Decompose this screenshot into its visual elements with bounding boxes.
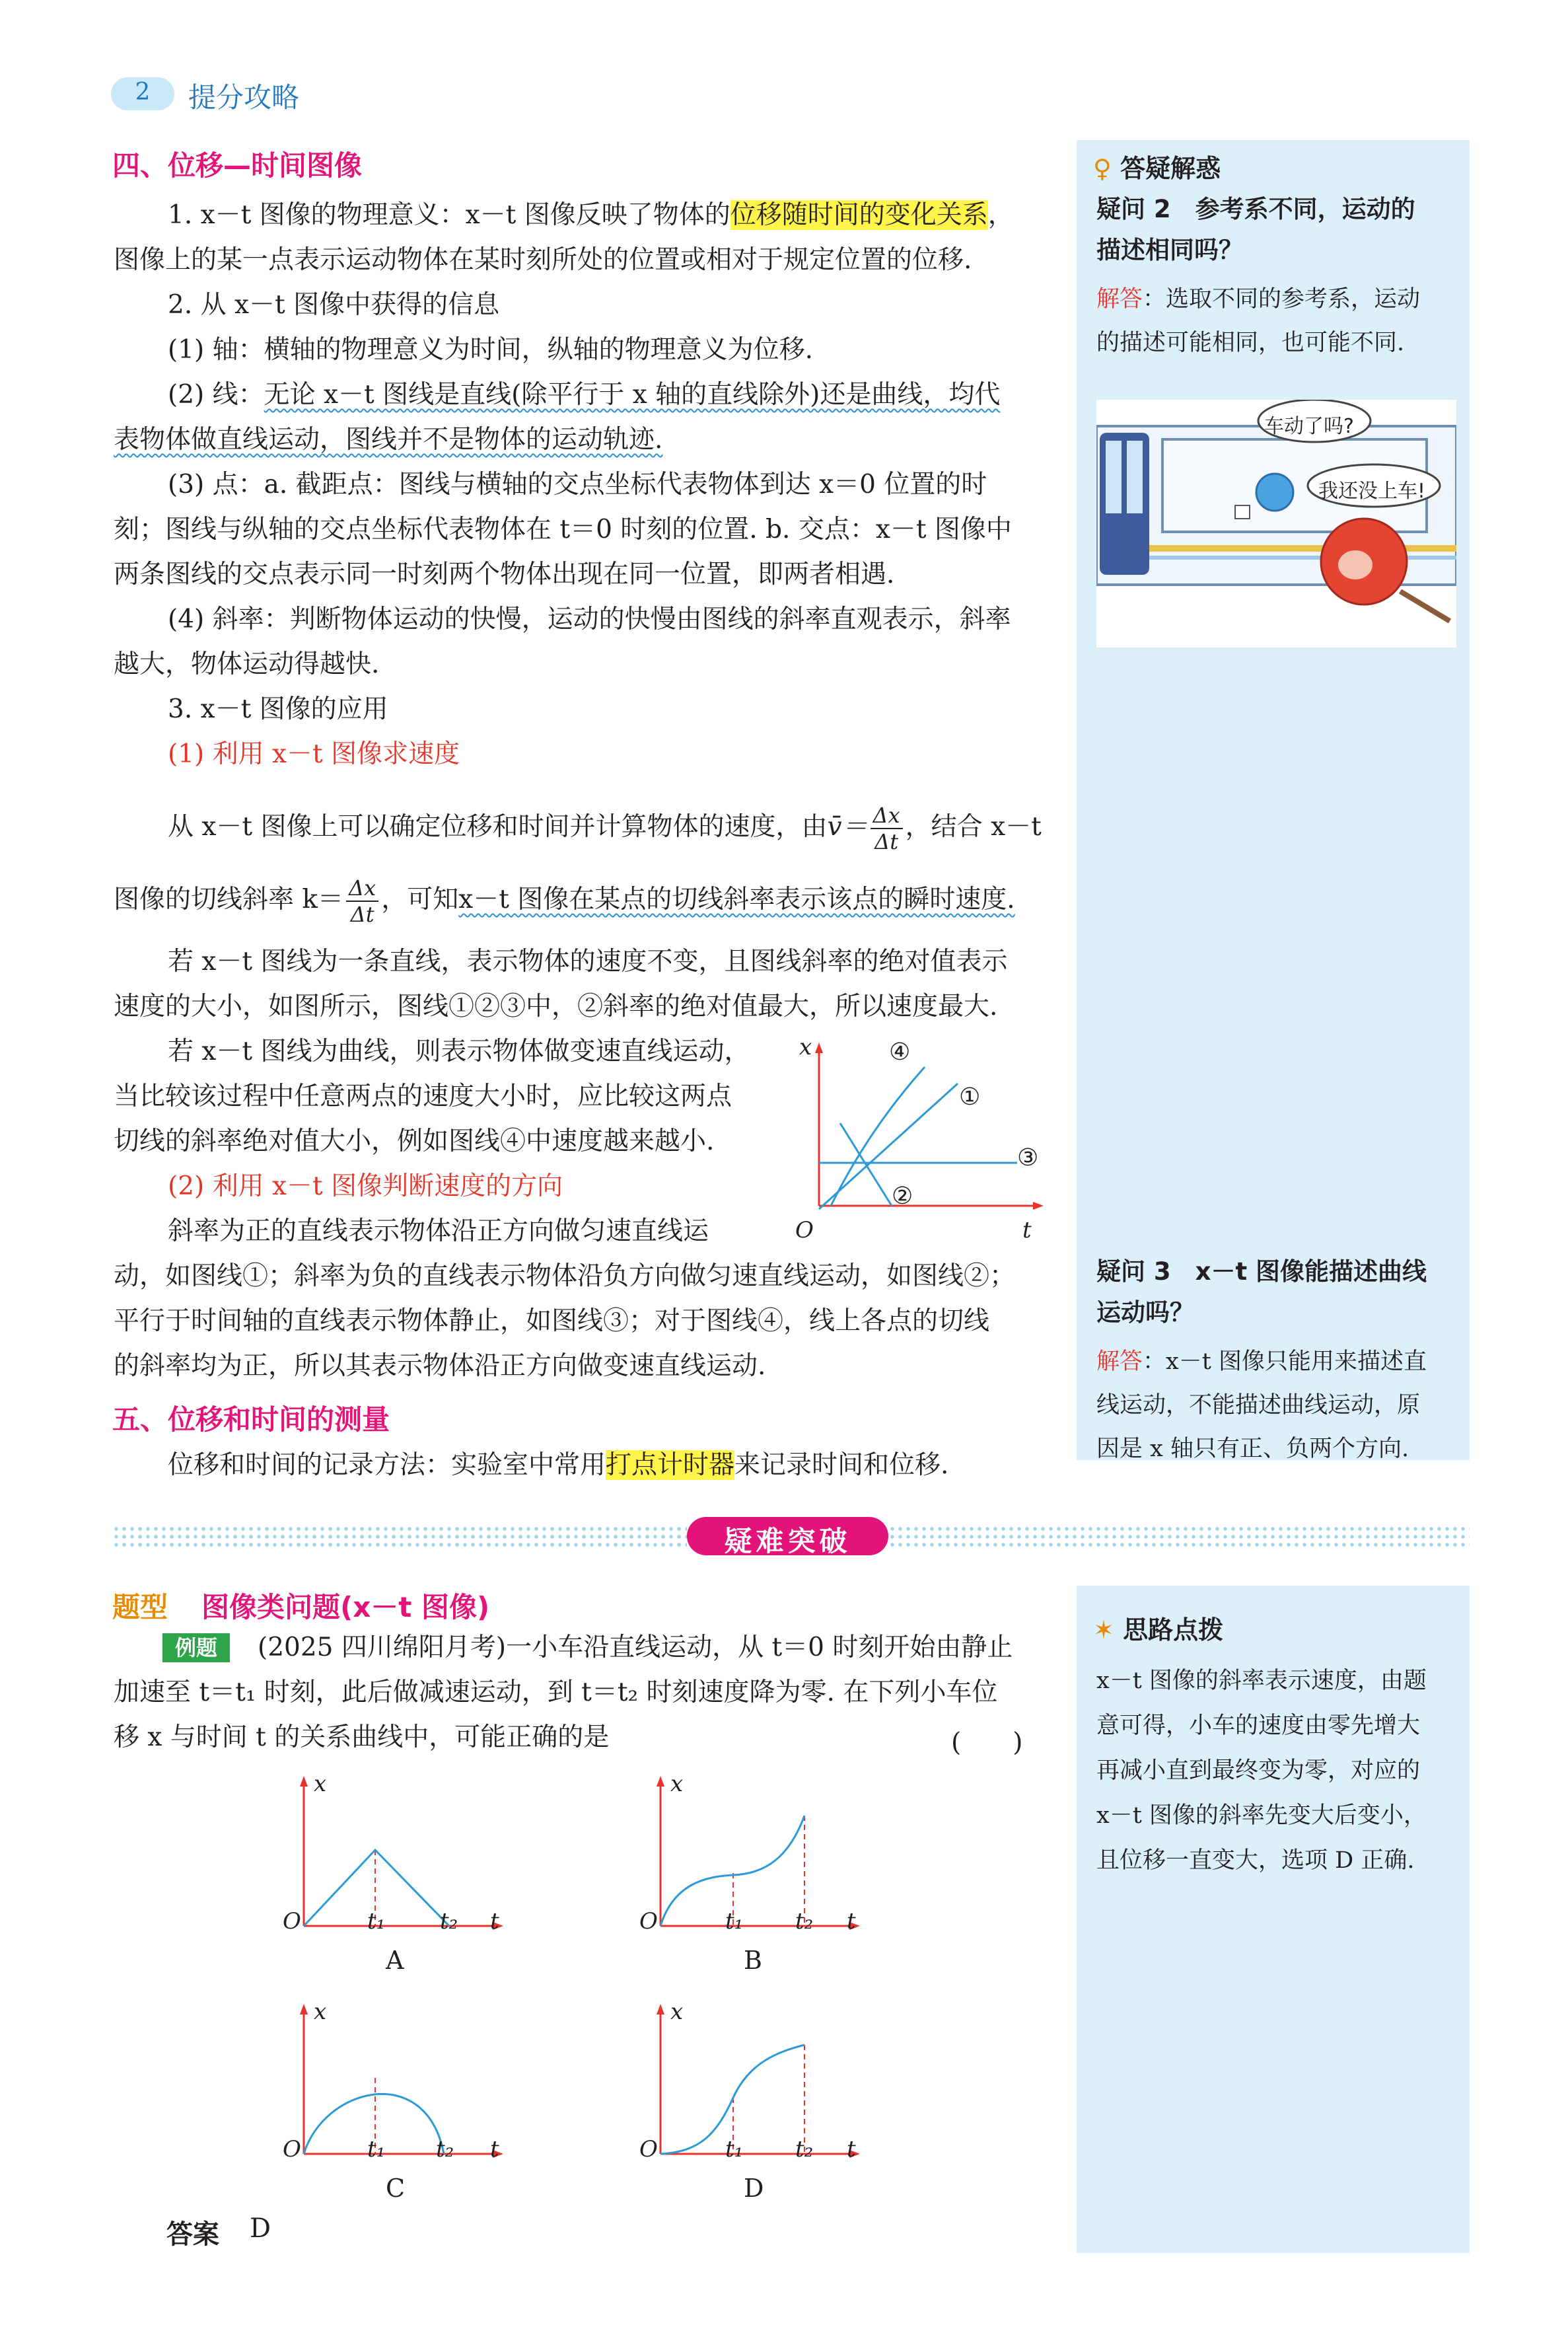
graph-a-t2: t₂ bbox=[440, 1908, 458, 1935]
xt-figure-lines bbox=[793, 1031, 1050, 1252]
page-number: 2 bbox=[135, 79, 151, 106]
para-13: (2) 利用 x－t 图像判断速度的方向 bbox=[168, 1171, 563, 1201]
speech-bubble-2: 我还没上车! bbox=[1318, 480, 1426, 503]
section5-heading: 五、位移和时间的测量 bbox=[112, 1403, 390, 1436]
door-window-left bbox=[1106, 441, 1122, 513]
para-6a: (4) 斜率：判断物体运动的快慢，运动的快慢由图线的斜率直观表示，斜率 bbox=[168, 605, 1011, 634]
fig1-label-2: ② bbox=[892, 1183, 913, 1210]
text: 来记录时间和位移. bbox=[734, 1450, 949, 1480]
sidebar-qa-title-text: 答疑解惑 bbox=[1120, 154, 1221, 183]
para-14d: 的斜率均为正，所以其表示物体沿正方向做变速直线运动. bbox=[114, 1351, 766, 1381]
lightbulb-icon: ✶ bbox=[1093, 1615, 1114, 1644]
fraction bbox=[346, 875, 378, 927]
q3-line1: 疑问 3 x－t 图像能描述曲线 bbox=[1096, 1257, 1427, 1286]
para-7: 3. x－t 图像的应用 bbox=[168, 694, 388, 724]
highlight-text: 打点计时器 bbox=[606, 1450, 735, 1480]
wavy-text: 无论 x－t 图线是直线(除平行于 x 轴的直线除外)还是曲线，均代 bbox=[264, 380, 1001, 410]
y-axis-arrow bbox=[815, 1043, 823, 1053]
hint-text bbox=[1096, 1658, 1466, 1883]
graph-a-caption: A bbox=[386, 1946, 404, 1975]
train-stripe-2 bbox=[1149, 556, 1456, 560]
text: ， bbox=[987, 200, 1014, 230]
text: (2) 线： bbox=[168, 380, 264, 410]
para-10 bbox=[114, 875, 1038, 927]
fig1-x-label: x bbox=[799, 1034, 812, 1060]
graph-c bbox=[291, 1999, 515, 2177]
text: 从 x－t 图像上可以确定位移和时间并计算物体的速度，由 bbox=[168, 812, 828, 842]
line-2 bbox=[840, 1123, 892, 1206]
graph-c-t2: t₂ bbox=[436, 2136, 454, 2162]
answer-3-label: 解答 bbox=[1096, 1348, 1143, 1375]
banner-title: 疑难突破 bbox=[724, 1525, 851, 1557]
y-axis-arrow bbox=[657, 1776, 664, 1787]
graph-d-o: O bbox=[639, 2136, 658, 2162]
graph-d-caption: D bbox=[744, 2174, 764, 2203]
graph-b-t1: t₁ bbox=[725, 1908, 744, 1935]
red-character-face bbox=[1338, 550, 1372, 579]
y-axis-arrow bbox=[300, 1776, 308, 1787]
text: ，结合 x－t bbox=[905, 812, 1042, 842]
graph-b-t: t bbox=[847, 1908, 856, 1935]
graph-d bbox=[647, 1999, 872, 2177]
x-axis-arrow bbox=[1033, 1202, 1044, 1210]
graph-c-caption: C bbox=[386, 2174, 406, 2203]
lightbulb-icon: ♀ bbox=[1093, 154, 1112, 183]
fraction-num: Δx bbox=[871, 803, 903, 829]
section4-heading: 四、位移—时间图像 bbox=[112, 149, 363, 182]
para-1a bbox=[114, 200, 1038, 231]
para-14c: 平行于时间轴的直线表示物体静止，如图线③；对于图线④，线上各点的切线 bbox=[114, 1306, 990, 1336]
sidebar-hint-title bbox=[1093, 1609, 1223, 1646]
example-line-2: 加速至 t＝t₁ 时刻，此后做减速运动，到 t＝t₂ 时刻速度降为零. 在下列小车位 bbox=[114, 1678, 998, 1707]
fraction-den: Δt bbox=[350, 902, 374, 927]
hint-line-5: 且位移一直变大，选项 D 正确. bbox=[1096, 1847, 1415, 1874]
para-4b bbox=[114, 424, 1038, 456]
graph-d-x: x bbox=[670, 1999, 684, 2025]
graph-c-t1: t₁ bbox=[367, 2136, 386, 2162]
text: 位移和时间的记录方法：实验室中常用 bbox=[168, 1450, 606, 1480]
line-1 bbox=[819, 1084, 958, 1209]
graph-d-t1: t₁ bbox=[725, 2136, 744, 2162]
graph-a-o: O bbox=[283, 1908, 301, 1935]
para-12c: 切线的斜率绝对值大小，例如图线④中速度越来越小. bbox=[114, 1126, 715, 1156]
wavy-text: 表物体做直线运动，图线并不是物体的运动轨迹. bbox=[114, 425, 663, 455]
answer-label: 答案 bbox=[166, 2219, 219, 2250]
para-9 bbox=[114, 803, 1042, 854]
blue-character bbox=[1256, 474, 1293, 511]
para-11a: 若 x－t 图线为一条直线，表示物体的速度不变，且图线斜率的绝对值表示 bbox=[168, 947, 1008, 977]
text: v̄＝ bbox=[827, 812, 868, 842]
para-6b: 越大，物体运动得越快. bbox=[114, 649, 380, 679]
para-2: 2. 从 x－t 图像中获得的信息 bbox=[168, 290, 500, 320]
para-12a: 若 x－t 图线为曲线，则表示物体做变速直线运动， bbox=[168, 1037, 750, 1066]
graph-b-o: O bbox=[639, 1908, 658, 1935]
q2-line2: 描述相同吗？ bbox=[1096, 236, 1243, 264]
graph-a-x: x bbox=[314, 1771, 327, 1797]
fraction-num: Δx bbox=[346, 875, 378, 902]
fig1-origin: O bbox=[795, 1217, 814, 1243]
answer-2-line1: ：选取不同的参考系，运动 bbox=[1143, 286, 1421, 313]
speech-bubble-1: 车动了吗? bbox=[1264, 415, 1354, 438]
para-4a bbox=[114, 379, 1038, 411]
answer-2-label: 解答 bbox=[1096, 286, 1143, 313]
para-3: (1) 轴：横轴的物理意义为时间，纵轴的物理意义为位移. bbox=[168, 335, 814, 365]
cup bbox=[1235, 505, 1250, 519]
graph-c-x: x bbox=[314, 1999, 327, 2025]
y-axis-arrow bbox=[657, 2004, 664, 2014]
answer-value: D bbox=[250, 2213, 271, 2244]
answer-paren: ( ) bbox=[951, 1728, 1023, 1757]
graph-d-t2: t₂ bbox=[795, 2136, 814, 2162]
answer-2-line2: 的描述可能相同，也可能不同. bbox=[1096, 330, 1405, 356]
text: 图像的切线斜率 k＝ bbox=[114, 885, 344, 914]
y-axis-arrow bbox=[300, 2004, 308, 2014]
sidebar-hint-title-text: 思路点拨 bbox=[1123, 1615, 1224, 1644]
graph-d-t: t bbox=[847, 2136, 856, 2162]
graph-a-t1: t₁ bbox=[367, 1908, 386, 1935]
hint-line-2: 意可得，小车的速度由零先增大 bbox=[1096, 1713, 1421, 1739]
sidebar-qa-title bbox=[1093, 148, 1221, 184]
banner-dots-left bbox=[112, 1525, 687, 1547]
graph-b-x: x bbox=[670, 1771, 684, 1797]
answer-3-line1: ：x－t 图像只能用来描述直 bbox=[1143, 1348, 1427, 1375]
para-12b: 当比较该过程中任意两点的速度大小时，应比较这两点 bbox=[114, 1082, 732, 1111]
para-11b: 速度的大小，如图所示，图线①②③中，②斜率的绝对值最大，所以速度最大. bbox=[114, 992, 998, 1021]
example-line-1: (2025 四川绵阳月考)一小车沿直线运动，从 t＝0 时刻开始由静止 bbox=[258, 1633, 1013, 1662]
answer-3-line2: 线运动，不能描述曲线运动，原 bbox=[1096, 1392, 1421, 1419]
example-badge: 例题 bbox=[162, 1633, 230, 1662]
section5-para bbox=[114, 1450, 1038, 1481]
para-5c: 两条图线的交点表示同一时刻两个物体出现在同一位置，即两者相遇. bbox=[114, 560, 895, 589]
graph-b-t2: t₂ bbox=[795, 1908, 814, 1935]
door-window-right bbox=[1127, 441, 1143, 513]
answer-3 bbox=[1096, 1340, 1466, 1471]
wavy-text: x－t 图像在某点的切线斜率表示该点的瞬时速度. bbox=[458, 885, 1015, 914]
para-5a: (3) 点：a. 截距点：图线与横轴的交点坐标代表物体到达 x＝0 位置的时 bbox=[168, 470, 987, 499]
graph-b-caption: B bbox=[744, 1946, 762, 1975]
q2-line1: 疑问 2 参考系不同，运动的 bbox=[1096, 195, 1415, 223]
graph-c-o: O bbox=[283, 2136, 301, 2162]
hint-line-4: x－t 图像的斜率先变大后变小， bbox=[1096, 1802, 1427, 1829]
fig1-label-1: ① bbox=[959, 1084, 981, 1111]
question-2 bbox=[1096, 189, 1466, 271]
header-title: 提分攻略 bbox=[188, 81, 300, 114]
graph-c-t: t bbox=[490, 2136, 499, 2162]
banner-dots-right bbox=[888, 1525, 1470, 1547]
highlight-text: 位移随时间的变化关系 bbox=[730, 200, 988, 230]
para-14a: 斜率为正的直线表示物体沿正方向做匀速直线运 bbox=[168, 1216, 709, 1246]
fig1-label-4: ④ bbox=[889, 1039, 911, 1066]
q3-line2: 运动吗？ bbox=[1096, 1298, 1194, 1327]
para-14b: 动，如图线①；斜率为负的直线表示物体沿负方向做匀速直线运动，如图线②； bbox=[114, 1261, 1016, 1291]
answer-3-line3: 因是 x 轴只有正、负两个方向. bbox=[1096, 1436, 1409, 1462]
topic-label: 题型 bbox=[112, 1591, 168, 1623]
hint-line-3: 再减小直到最终变为零，对应的 bbox=[1096, 1757, 1421, 1784]
train-stripe bbox=[1149, 545, 1456, 552]
text: ，可知 bbox=[381, 885, 459, 914]
fraction bbox=[871, 803, 903, 854]
para-1b: 图像上的某一点表示运动物体在某时刻所处的位置或相对于规定位置的位移. bbox=[114, 245, 972, 275]
fig1-label-3: ③ bbox=[1017, 1144, 1039, 1171]
answer-2 bbox=[1096, 277, 1466, 365]
graph-a-t: t bbox=[490, 1908, 499, 1935]
text: 1. x－t 图像的物理意义：x－t 图像反映了物体的 bbox=[168, 200, 731, 230]
graph-a bbox=[291, 1771, 515, 1949]
question-3 bbox=[1096, 1251, 1466, 1333]
fig1-t-label: t bbox=[1022, 1217, 1032, 1243]
example-line-3: 移 x 与时间 t 的关系曲线中，可能正确的是 bbox=[114, 1722, 610, 1752]
para-5b: 刻；图线与纵轴的交点坐标代表物体在 t＝0 时刻的位置. b. 交点：x－t 图像中 bbox=[114, 515, 1012, 544]
fraction-den: Δt bbox=[874, 829, 899, 854]
topic-text: 图像类问题(x－t 图像) bbox=[201, 1591, 490, 1623]
graph-b bbox=[647, 1771, 872, 1949]
hint-line-1: x－t 图像的斜率表示速度，由题 bbox=[1096, 1668, 1427, 1694]
para-8: (1) 利用 x－t 图像求速度 bbox=[168, 739, 460, 769]
